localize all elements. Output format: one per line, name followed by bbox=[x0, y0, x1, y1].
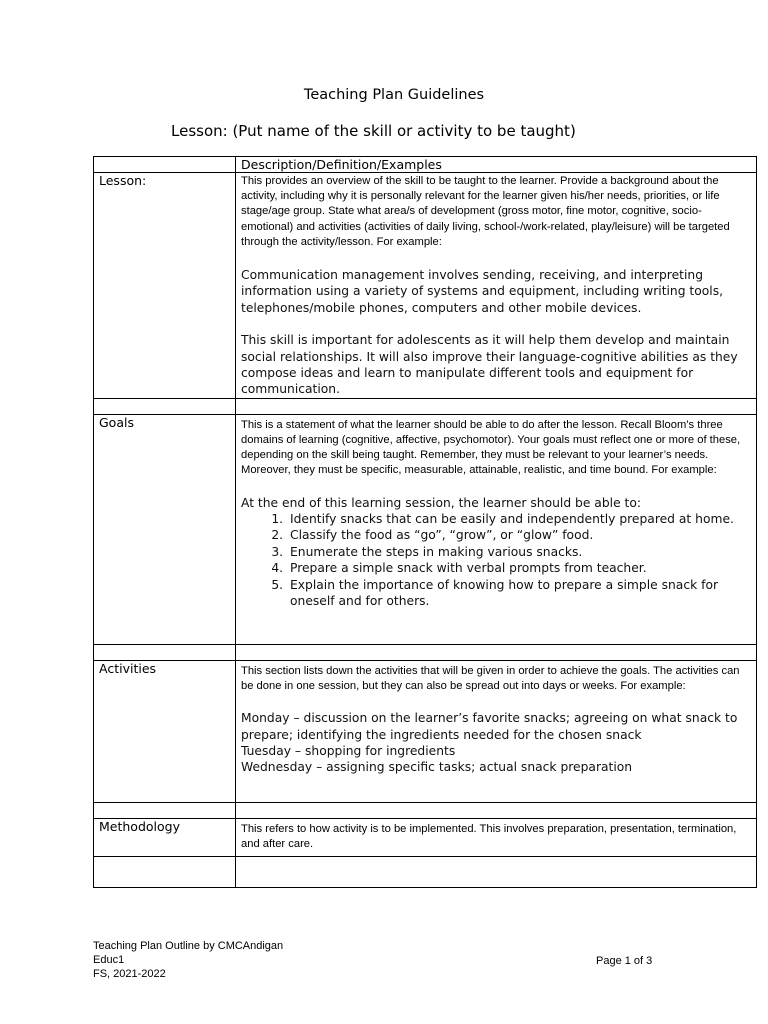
footer-course: Educ1 bbox=[93, 954, 125, 966]
goal-item: 5. Explain the importance of knowing how to prepare a simple snack for oneself and for others. bbox=[287, 577, 752, 610]
row-label-lesson: Lesson: bbox=[94, 173, 236, 399]
footer-info bbox=[93, 939, 283, 981]
activity-line: Wednesday – assigning specific tasks; actual snack preparation bbox=[241, 760, 633, 775]
empty-row bbox=[94, 856, 757, 887]
methodology-content-cell bbox=[236, 818, 757, 856]
lesson-heading: Lesson: (Put name of the skill or activity to be taught) bbox=[171, 122, 576, 140]
goals-description: This is a statement of what the learner should be able to do after the lesson. Recall Bloom’s three domains of learning (cognitive, affective, psychomotor). Your goals must reflect one or more of these, depending on the skill being taught. Remember, they must be relevant to your learner’s needs. Moreover, they must be specific, measurable, attainable, realistic, and time bound. For example: bbox=[241, 418, 741, 477]
activity-line: Tuesday – shopping for ingredients bbox=[241, 744, 456, 759]
spacer-row bbox=[94, 398, 757, 414]
table-row-lesson bbox=[94, 173, 757, 399]
table-row-goals bbox=[94, 414, 757, 644]
table-header-row bbox=[94, 157, 757, 173]
goal-item: 1. Identify snacks that can be easily and independently prepared at home. bbox=[287, 511, 752, 527]
goals-example bbox=[241, 495, 756, 610]
document-title: Teaching Plan Guidelines bbox=[303, 87, 485, 103]
teaching-plan-table bbox=[93, 156, 757, 888]
table-row-methodology bbox=[94, 818, 757, 856]
footer-author: Teaching Plan Outline by CMCAndigan bbox=[93, 940, 284, 952]
header-empty-cell bbox=[94, 157, 236, 173]
goals-example-intro: At the end of this learning session, the learner should be able to: bbox=[241, 495, 642, 510]
row-label-activities: Activities bbox=[94, 660, 236, 802]
goal-item: 4. Prepare a simple snack with verbal prompts from teacher. bbox=[287, 560, 752, 576]
methodology-description: This refers to how activity is to be implemented. This involves preparation, presentation, termination, and after care. bbox=[241, 822, 737, 851]
footer-term: FS, 2021-2022 bbox=[93, 968, 166, 980]
goals-list bbox=[241, 511, 752, 609]
goal-item: 2. Classify the food as “go”, “grow”, or “glow” food. bbox=[287, 527, 752, 543]
activities-description: This section lists down the activities that will be given in order to achieve the goals. The activities can be done in one session, but they can also be spread out into days or weeks. For example: bbox=[241, 664, 740, 693]
activities-example bbox=[241, 710, 756, 776]
lesson-content-cell bbox=[236, 173, 757, 399]
activities-content-cell bbox=[236, 660, 757, 802]
column-header: Description/Definition/Examples bbox=[236, 157, 757, 173]
spacer-row bbox=[94, 802, 757, 818]
activity-line: Monday – discussion on the learner’s favorite snacks; agreeing on what snack to prepare; identifying the ingredients needed for the chosen snack bbox=[241, 711, 738, 742]
table-row-activities bbox=[94, 660, 757, 802]
page-number: Page 1 of 3 bbox=[596, 955, 653, 967]
lesson-example-paragraph-2: This skill is important for adolescents as it will help them develop and maintain social relationships. It will also improve their language-cognitive abilities as they compose ideas and learn to manipulate different tools and equipment for communication. bbox=[241, 333, 738, 397]
lesson-example-paragraph-1: Communication management involves sending, receiving, and interpreting information using a variety of systems and equipment, including writing tools, telephones/mobile phones, computers and other mobile devices. bbox=[241, 268, 724, 315]
goal-item: 3. Enumerate the steps in making various snacks. bbox=[287, 544, 752, 560]
spacer-row bbox=[94, 644, 757, 660]
lesson-description: This provides an overview of the skill to be taught to the learner. Provide a background about the activity, including why it is personally relevant for the learner given his/her needs, priorities, or life stage/age group. State what area/s of development (gross motor, fine motor, cognitive, socio-emotional) and activities (activities of daily living, school-/work-related, play/leisure) will be targeted through the activity/lesson. For example: bbox=[241, 175, 730, 248]
row-label-methodology: Methodology bbox=[94, 818, 236, 856]
goals-content-cell bbox=[236, 414, 757, 644]
row-label-goals: Goals bbox=[94, 414, 236, 644]
